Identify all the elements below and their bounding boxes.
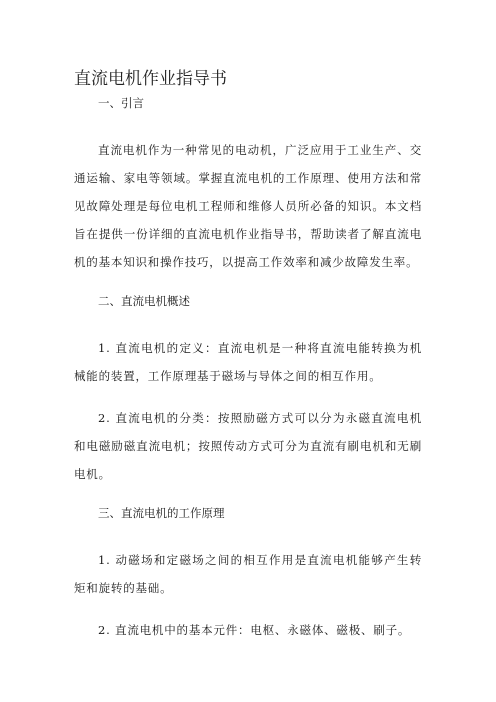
document-title: 直流电机作业指导书 xyxy=(74,69,227,89)
paragraph-definition: 1. 直流电机的定义：直流电机是一种将直流电能转换为机械能的装置，工作原理基于磁场与导体之间的相互作用。 xyxy=(74,341,422,383)
paragraph-components: 2. 直流电机中的基本元件：电枢、永磁体、磁极、刷子。 xyxy=(98,623,411,637)
paragraph-introduction: 直流电机作为一种常见的电动机，广泛应用于工业生产、交通运输、家电等领域。掌握直流电机的工作原理、使用方法和常见故障处理是每位电机工程师和维修人员所必备的知识。本文档旨在提供一份详细的直流电机作业指导书，帮助读者了解直流电机的基本知识和操作技巧，以提高工作效率和减少故障发生率。 xyxy=(74,143,422,269)
section-heading-overview: 二、直流电机概述 xyxy=(98,294,190,308)
paragraph-classification: 2. 直流电机的分类：按照励磁方式可以分为永磁直流电机和电磁励磁直流电机；按照传动方式可分为直流有刷电机和无刷电机。 xyxy=(74,411,422,481)
section-heading-principle: 三、直流电机的工作原理 xyxy=(98,506,225,520)
section-heading-introduction: 一、引言 xyxy=(98,96,144,110)
document-body xyxy=(74,92,422,644)
paragraph-interaction: 1. 动磁场和定磁场之间的相互作用是直流电机能够产生转矩和旋转的基础。 xyxy=(74,553,422,595)
